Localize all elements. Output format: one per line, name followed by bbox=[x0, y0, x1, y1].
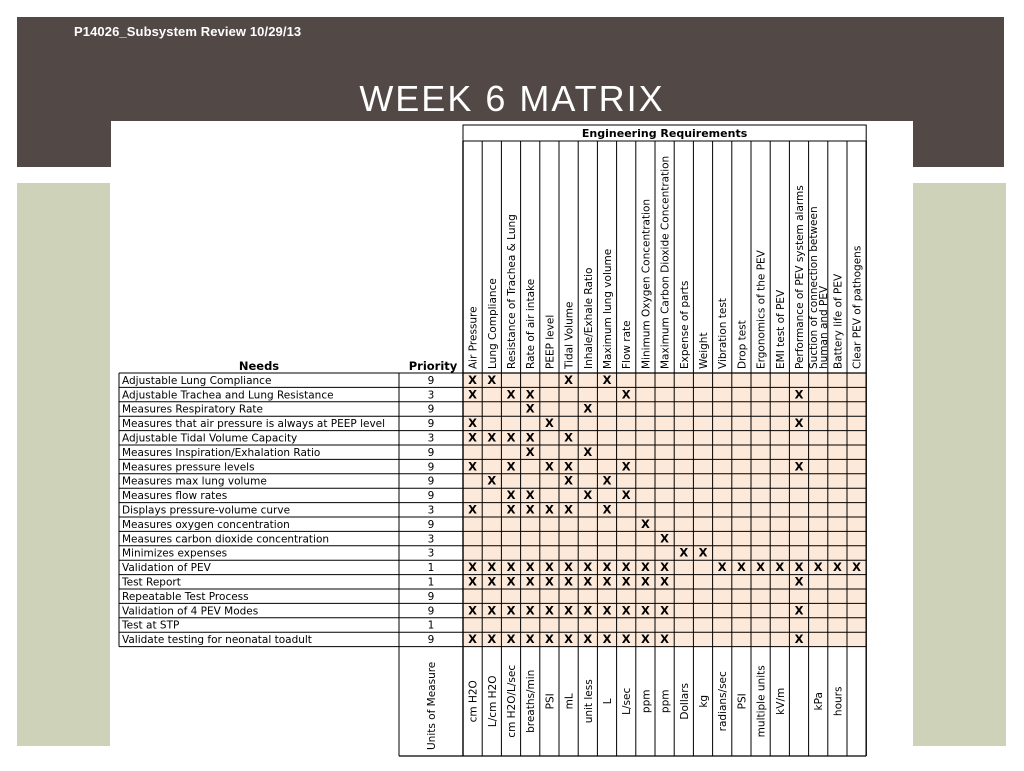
need-priority: 9 bbox=[427, 634, 435, 647]
requirement-mark: X bbox=[640, 574, 650, 589]
requirement-unit: kPa bbox=[813, 692, 826, 711]
requirement-unit: breaths/min bbox=[525, 669, 538, 733]
requirement-header: Flow rate bbox=[621, 320, 634, 369]
requirement-mark: X bbox=[487, 430, 497, 445]
requirement-unit: kV/m bbox=[774, 687, 787, 715]
requirement-mark: X bbox=[544, 560, 554, 575]
requirement-mark: X bbox=[564, 459, 574, 474]
requirement-mark: X bbox=[506, 632, 516, 647]
requirement-mark: X bbox=[602, 632, 612, 647]
requirement-mark: X bbox=[660, 560, 670, 575]
requirement-mark: X bbox=[468, 459, 478, 474]
requirement-mark: X bbox=[506, 430, 516, 445]
requirement-mark: X bbox=[525, 574, 535, 589]
requirement-unit: hours bbox=[832, 686, 845, 717]
requirement-mark: X bbox=[506, 488, 516, 503]
requirement-header: Drop test bbox=[736, 320, 749, 369]
need-priority: 1 bbox=[427, 576, 435, 589]
requirement-mark: X bbox=[602, 502, 612, 517]
requirement-unit: cm H2O/L/sec bbox=[506, 664, 518, 738]
requirement-mark: X bbox=[468, 560, 478, 575]
need-label: Adjustable Tidal Volume Capacity bbox=[122, 432, 298, 445]
requirement-unit: ppm bbox=[640, 689, 653, 714]
requirement-mark: X bbox=[487, 603, 497, 618]
requirement-header: PEEP level bbox=[544, 314, 557, 369]
units-header: Units of Measure bbox=[426, 661, 438, 750]
requirement-mark: X bbox=[525, 401, 535, 416]
need-label: Validation of PEV bbox=[122, 562, 211, 575]
requirement-header: Weight bbox=[698, 332, 710, 369]
requirement-mark: X bbox=[698, 545, 708, 560]
requirement-mark: X bbox=[544, 502, 554, 517]
requirement-mark: X bbox=[468, 416, 478, 431]
need-priority: 3 bbox=[427, 389, 435, 402]
requirement-mark: X bbox=[794, 632, 804, 647]
requirement-mark: X bbox=[564, 603, 574, 618]
requirement-mark: X bbox=[525, 430, 535, 445]
requirement-mark: X bbox=[506, 574, 516, 589]
requirement-mark: X bbox=[525, 502, 535, 517]
left-side-panel bbox=[17, 183, 110, 746]
requirement-header: Expense of parts bbox=[678, 280, 691, 369]
requirement-mark: X bbox=[506, 387, 516, 402]
requirement-mark: X bbox=[583, 401, 593, 416]
requirement-mark: X bbox=[525, 387, 535, 402]
requirement-mark: X bbox=[602, 574, 612, 589]
requirement-header: Clear PEV of pathogens bbox=[851, 245, 864, 369]
requirement-mark: X bbox=[544, 574, 554, 589]
requirement-mark: X bbox=[564, 632, 574, 647]
requirement-mark: X bbox=[794, 560, 804, 575]
requirement-header: Ergonomics of the PEV bbox=[755, 250, 768, 369]
need-label: Adjustable Lung Compliance bbox=[122, 374, 272, 387]
requirement-mark: X bbox=[852, 560, 862, 575]
need-priority: 1 bbox=[427, 562, 435, 575]
need-label: Measures flow rates bbox=[122, 490, 228, 503]
requirement-mark: X bbox=[564, 574, 574, 589]
requirement-unit: PSI bbox=[736, 693, 749, 710]
requirement-mark: X bbox=[525, 444, 535, 459]
need-label: Measures carbon dioxide concentration bbox=[122, 533, 330, 546]
slide-title: WEEK 6 MATRIX bbox=[359, 78, 665, 119]
requirement-mark: X bbox=[487, 473, 497, 488]
requirement-mark: X bbox=[602, 473, 612, 488]
matrix-svg bbox=[111, 121, 913, 766]
need-priority: 9 bbox=[427, 605, 435, 618]
need-priority: 9 bbox=[427, 475, 435, 488]
need-priority: 3 bbox=[427, 504, 435, 517]
requirement-mark: X bbox=[564, 502, 574, 517]
requirement-unit: PSI bbox=[544, 693, 557, 710]
need-priority: 3 bbox=[427, 533, 435, 546]
requirement-mark: X bbox=[794, 459, 804, 474]
requirement-mark: X bbox=[544, 632, 554, 647]
requirement-unit: radians/sec bbox=[717, 671, 730, 732]
requirement-mark: X bbox=[468, 372, 478, 387]
need-priority: 9 bbox=[427, 490, 435, 503]
requirement-unit: kg bbox=[698, 694, 710, 708]
requirement-unit: mL bbox=[563, 693, 576, 710]
requirement-header: Lung Compliance bbox=[486, 278, 499, 369]
requirement-unit: Dollars bbox=[678, 683, 691, 720]
need-priority: 9 bbox=[427, 518, 435, 531]
requirement-mark: X bbox=[794, 416, 804, 431]
requirement-mark: X bbox=[583, 603, 593, 618]
requirement-mark: X bbox=[525, 603, 535, 618]
need-label: Measures Inspiration/Exhalation Ratio bbox=[122, 446, 321, 459]
requirement-mark: X bbox=[468, 574, 478, 589]
requirement-mark: X bbox=[564, 560, 574, 575]
need-label: Displays pressure-volume curve bbox=[122, 504, 291, 517]
requirement-mark: X bbox=[756, 560, 766, 575]
requirement-mark: X bbox=[487, 560, 497, 575]
requirement-mark: X bbox=[679, 545, 689, 560]
requirement-mark: X bbox=[487, 574, 497, 589]
need-label: Test at STP bbox=[122, 619, 180, 632]
requirement-header: EMI test of PEV bbox=[774, 289, 787, 369]
requirement-mark: X bbox=[525, 632, 535, 647]
requirement-mark: X bbox=[794, 574, 804, 589]
requirement-unit: L bbox=[602, 698, 614, 705]
requirement-mark: X bbox=[468, 430, 478, 445]
requirement-mark: X bbox=[640, 603, 650, 618]
requirement-mark: X bbox=[660, 574, 670, 589]
requirement-mark: X bbox=[468, 632, 478, 647]
requirement-mark: X bbox=[832, 560, 842, 575]
need-priority: 9 bbox=[427, 374, 435, 387]
requirement-mark: X bbox=[583, 574, 593, 589]
need-label: Measures Respiratory Rate bbox=[122, 403, 264, 416]
requirement-mark: X bbox=[621, 560, 631, 575]
need-label: Measures pressure levels bbox=[122, 461, 255, 474]
requirement-mark: X bbox=[544, 416, 554, 431]
requirement-mark: X bbox=[640, 632, 650, 647]
need-label: Adjustable Trachea and Lung Resistance bbox=[122, 389, 334, 402]
requirement-mark: X bbox=[583, 488, 593, 503]
requirement-mark: X bbox=[583, 632, 593, 647]
requirement-mark: X bbox=[525, 488, 535, 503]
requirement-mark: X bbox=[621, 459, 631, 474]
requirement-mark: X bbox=[794, 387, 804, 402]
requirement-mark: X bbox=[506, 459, 516, 474]
requirement-header: Resistance of Trachea & Lung bbox=[506, 214, 518, 369]
requirement-header: Rate of air intake bbox=[525, 278, 538, 369]
need-priority: 3 bbox=[427, 432, 435, 445]
requirement-header: Air Pressure bbox=[467, 306, 480, 369]
requirement-mark: X bbox=[813, 560, 823, 575]
requirement-mark: X bbox=[564, 473, 574, 488]
requirement-mark: X bbox=[621, 387, 631, 402]
requirement-header: Suction of connection between bbox=[808, 206, 821, 369]
need-priority: 9 bbox=[427, 461, 435, 474]
need-label: Test Report bbox=[122, 576, 181, 589]
need-label: Measures oxygen concentration bbox=[122, 518, 290, 531]
need-label: Minimizes expenses bbox=[122, 547, 228, 560]
requirement-mark: X bbox=[794, 603, 804, 618]
requirement-header: Inhale/Exhale Ratio bbox=[582, 267, 595, 369]
requirement-header: Minimum Oxygen Concentration bbox=[640, 198, 653, 369]
need-priority: 3 bbox=[427, 547, 435, 560]
requirement-mark: X bbox=[640, 560, 650, 575]
requirement-mark: X bbox=[621, 488, 631, 503]
requirement-header: human and PEV bbox=[818, 285, 831, 369]
requirement-mark: X bbox=[775, 560, 785, 575]
requirement-mark: X bbox=[621, 603, 631, 618]
requirement-mark: X bbox=[602, 372, 612, 387]
requirement-unit: cm H2O bbox=[467, 680, 480, 723]
requirement-mark: X bbox=[640, 516, 650, 531]
requirement-mark: X bbox=[660, 603, 670, 618]
requirement-header: Maximum Carbon Dioxide Concentration bbox=[659, 155, 672, 369]
requirement-mark: X bbox=[544, 603, 554, 618]
need-label: Measures that air pressure is always at PEEP level bbox=[122, 418, 386, 431]
need-label: Validate testing for neonatal toadult bbox=[122, 634, 312, 647]
requirement-header: Vibration test bbox=[717, 298, 730, 369]
requirement-unit: ppm bbox=[659, 689, 672, 714]
document-label: P14026_Subsystem Review 10/29/13 bbox=[74, 24, 302, 39]
group-header: Engineering Requirements bbox=[581, 127, 748, 140]
need-priority: 9 bbox=[427, 446, 435, 459]
requirement-unit: L/sec bbox=[621, 687, 634, 715]
requirement-mark: X bbox=[468, 387, 478, 402]
requirement-mark: X bbox=[660, 632, 670, 647]
requirement-header: Performance of PEV system alarms bbox=[794, 185, 806, 369]
need-label: Repeatable Test Process bbox=[122, 590, 249, 603]
need-priority: 9 bbox=[427, 403, 435, 416]
requirement-mark: X bbox=[487, 632, 497, 647]
requirement-mark: X bbox=[468, 502, 478, 517]
need-label: Validation of 4 PEV Modes bbox=[122, 605, 259, 618]
requirement-mark: X bbox=[506, 560, 516, 575]
needs-header: Needs bbox=[238, 359, 280, 373]
requirement-mark: X bbox=[506, 502, 516, 517]
requirement-mark: X bbox=[506, 603, 516, 618]
requirements-matrix bbox=[111, 121, 913, 766]
requirement-mark: X bbox=[717, 560, 727, 575]
requirement-mark: X bbox=[468, 603, 478, 618]
requirement-mark: X bbox=[487, 372, 497, 387]
requirement-mark: X bbox=[621, 632, 631, 647]
requirement-header: Tidal Volume bbox=[563, 301, 576, 369]
requirement-mark: X bbox=[621, 574, 631, 589]
requirement-mark: X bbox=[583, 560, 593, 575]
requirement-mark: X bbox=[736, 560, 746, 575]
requirement-unit: multiple units bbox=[755, 665, 768, 738]
requirement-mark: X bbox=[564, 372, 574, 387]
requirement-unit: L/cm H2O bbox=[486, 675, 499, 728]
requirement-mark: X bbox=[564, 430, 574, 445]
requirement-mark: X bbox=[660, 531, 670, 546]
requirement-mark: X bbox=[583, 444, 593, 459]
right-side-panel bbox=[913, 183, 1006, 746]
need-priority: 1 bbox=[427, 619, 435, 632]
requirement-mark: X bbox=[525, 560, 535, 575]
requirement-mark: X bbox=[602, 603, 612, 618]
need-label: Measures max lung volume bbox=[122, 475, 267, 488]
need-priority: 9 bbox=[427, 590, 435, 603]
need-priority: 9 bbox=[427, 418, 435, 431]
requirement-header: Battery life of PEV bbox=[832, 273, 845, 369]
priority-header: Priority bbox=[408, 359, 458, 373]
requirement-mark: X bbox=[602, 560, 612, 575]
requirement-mark: X bbox=[544, 459, 554, 474]
requirement-unit: unit less bbox=[582, 679, 595, 724]
requirement-header: Maximum lung volume bbox=[602, 248, 614, 369]
